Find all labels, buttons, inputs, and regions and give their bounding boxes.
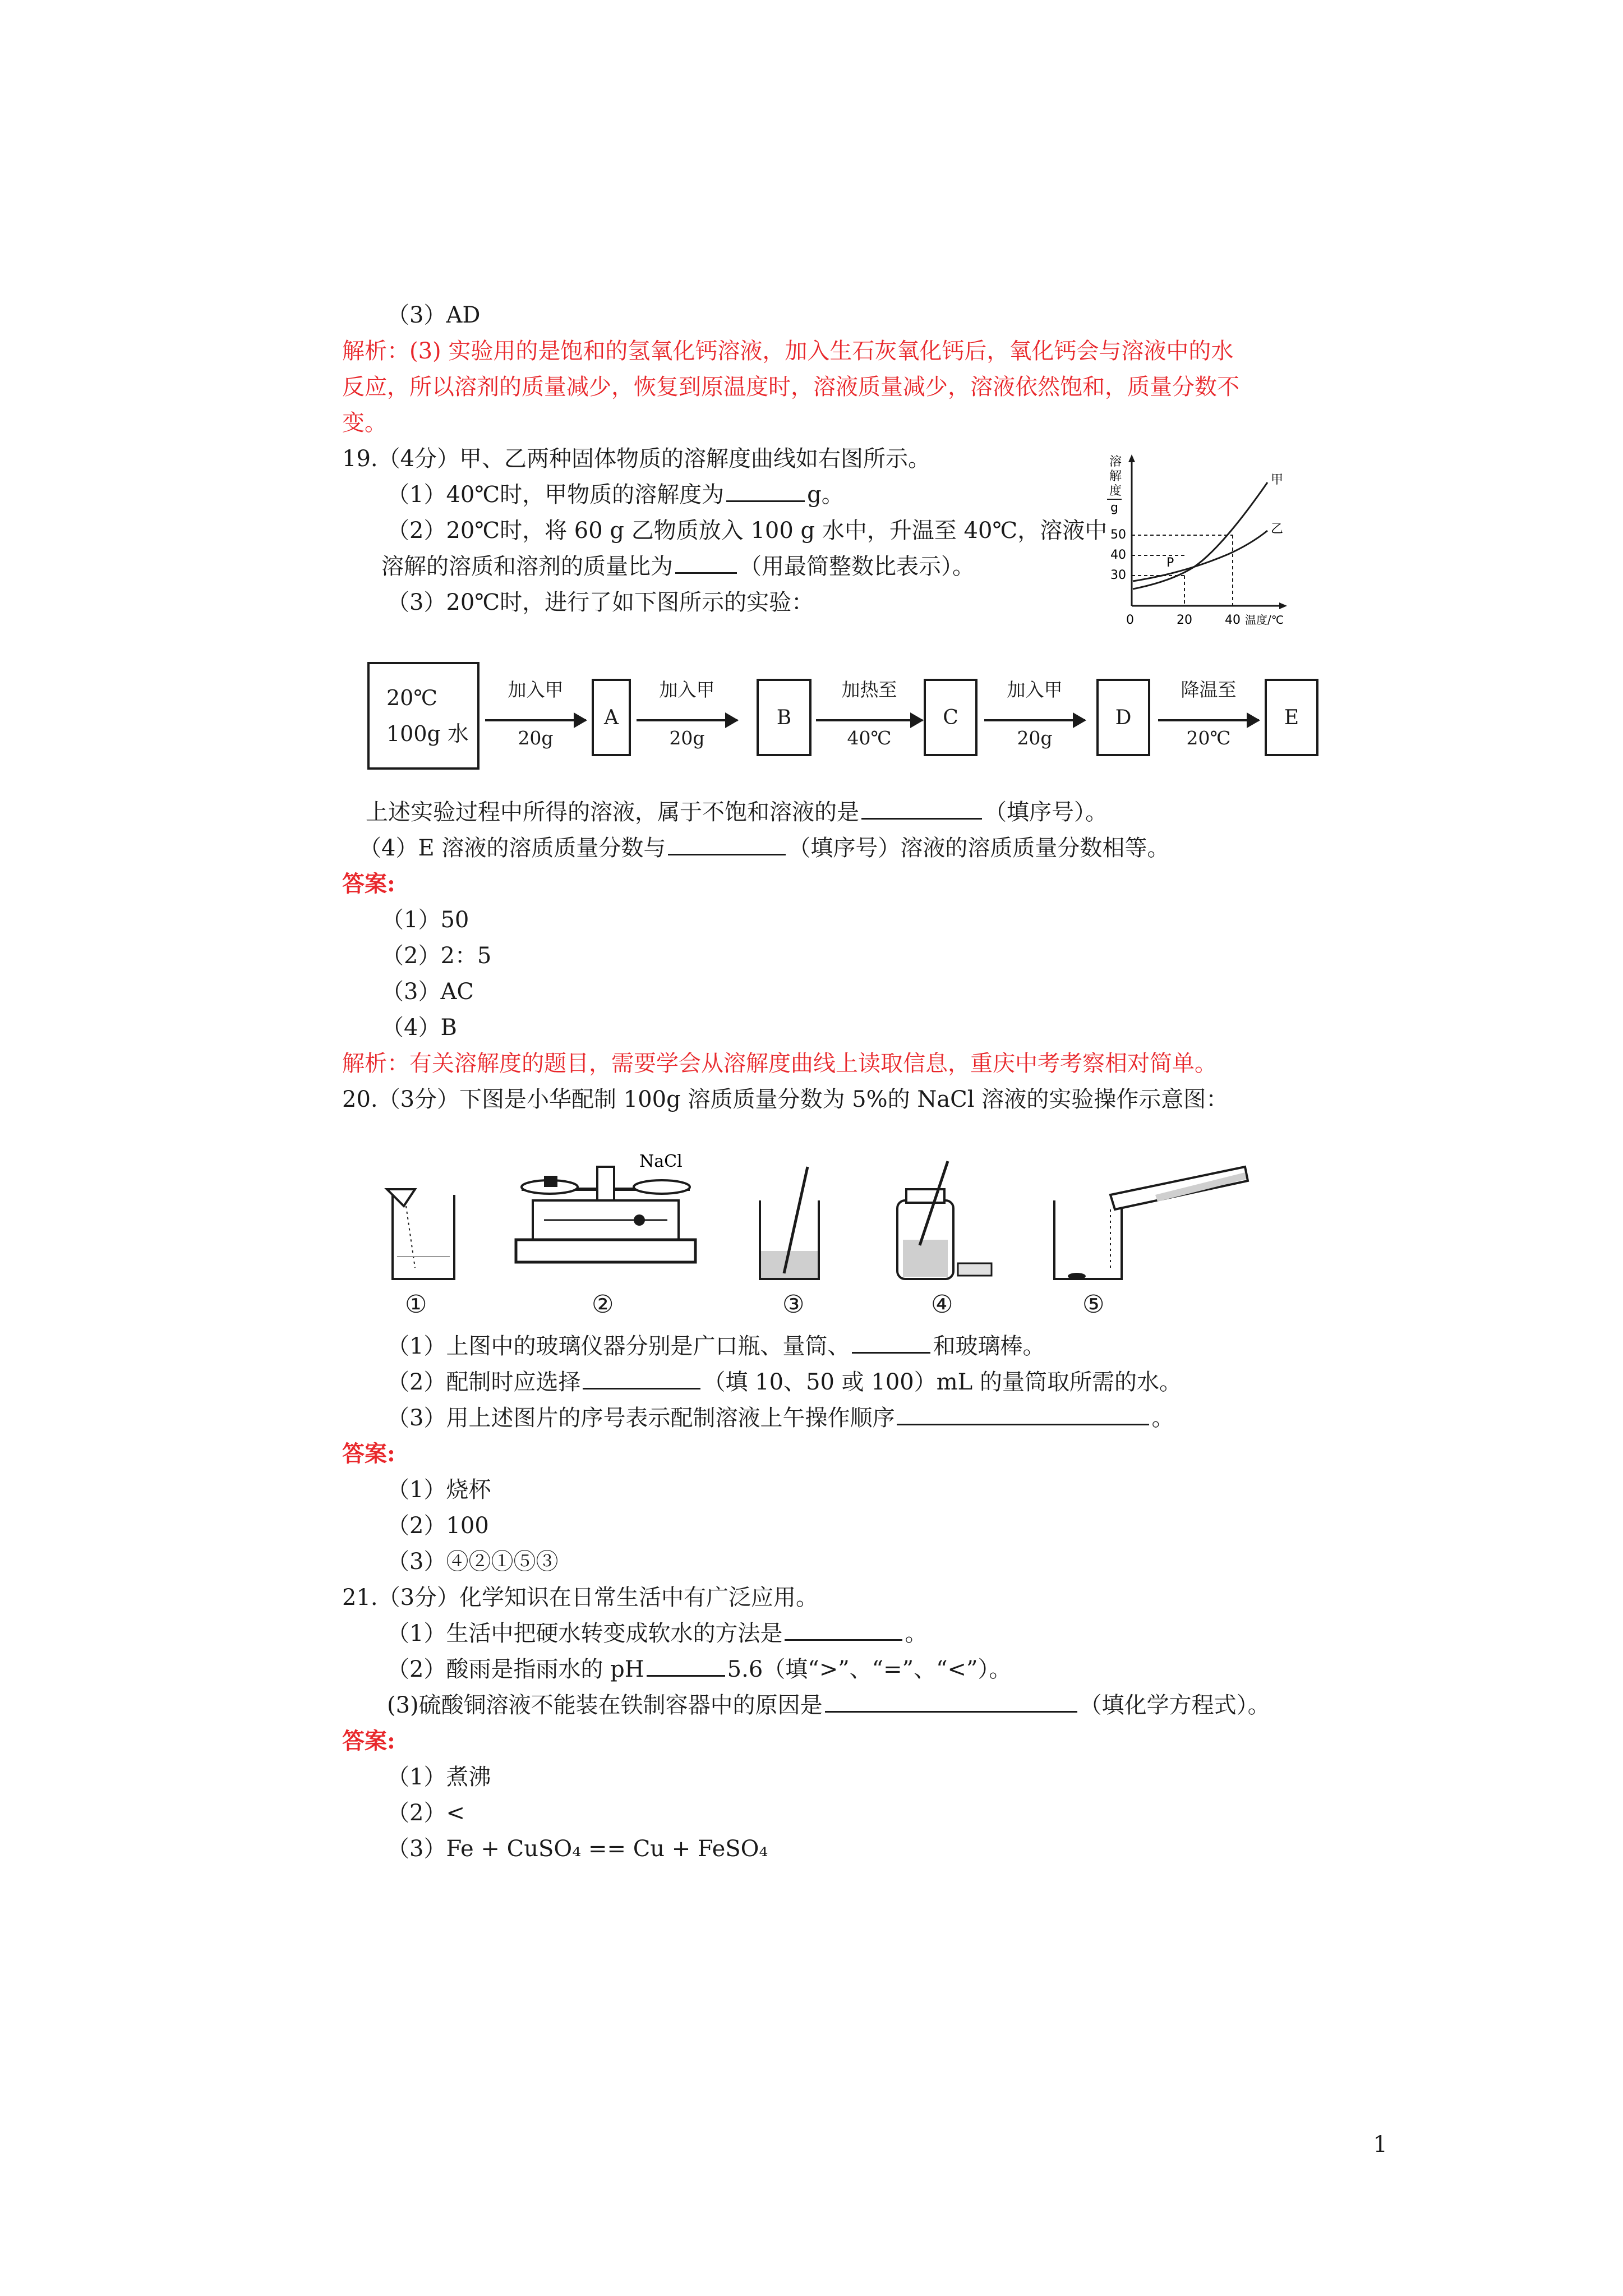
flow-start-box: 20℃ 100g 水 [367,662,479,770]
answer-blank[interactable] [726,478,805,502]
chart-ylabel-3: 度 [1109,484,1122,498]
point-p-label: P [1166,556,1174,570]
q20-part1: （1）上图中的玻璃仪器分别是广口瓶、量筒、 和玻璃棒。 [387,1329,1045,1363]
page-number: 1 [1373,2132,1387,2157]
q21-part3: (3)硫酸铜溶液不能装在铁制容器中的原因是 （填化学方程式）。 [387,1688,1270,1722]
q20-answer-1: （1）烧杯 [387,1477,491,1503]
answer-blank[interactable] [852,1329,930,1354]
chart-ytick-40: 40 [1110,548,1126,562]
figure-label-5: ⑤ [1082,1290,1105,1319]
q21-answer-3: （3）Fe + CuSO₄ == Cu + FeSO₄ [387,1836,768,1862]
chart-xlabel: 温度/℃ [1245,613,1284,627]
cylinder-pour-icon [1043,1156,1256,1285]
q20-part2: （2）配制时应选择 （填 10、50 或 100）mL 的量筒取所需的水。 [387,1365,1182,1399]
figure-label-1: ① [405,1290,427,1319]
figure-label-2: ② [592,1290,614,1319]
chart-xtick-40: 40 [1225,613,1241,627]
chart-xtick-20: 20 [1177,613,1192,627]
beaker-pour-icon [381,1172,465,1285]
q19-answer-4: （4）B [381,1015,457,1041]
q18-analysis-line1: 解析：(3) 实验用的是饱和的氢氧化钙溶液，加入生石灰氧化钙后，氧化钙会与溶液中的水 [342,338,1234,364]
flow-step-5: 降温至 20℃ [1158,675,1259,754]
q21-part2: （2）酸雨是指雨水的 pH 5.6（填“>”、“=”、“<”）。 [387,1653,1012,1686]
answer-blank[interactable] [647,1653,725,1677]
nacl-label: NaCl [639,1152,683,1171]
chart-xtick-0: 0 [1126,613,1134,627]
q19-stem: 19.（4分）甲、乙两种固体物质的溶解度曲线如右图所示。 [342,446,931,472]
flow-step-4: 加入甲 20g [984,675,1085,754]
q20-stem: 20.（3分）下图是小华配制 100g 溶质质量分数为 5%的 NaCl 溶液的实验操作示意图： [342,1087,1229,1112]
q21-stem: 21.（3分）化学知识在日常生活中有广泛应用。 [342,1585,819,1611]
chart-ylabel-1: 溶 [1109,455,1122,469]
q20-answer-3: （3）④②①⑤③ [387,1549,559,1575]
q19-after-flow: 上述实验过程中所得的溶液，属于不饱和溶液的是 （填序号）。 [366,795,1108,829]
flow-box-c: C [924,679,978,756]
q21-part1: （1）生活中把硬水转变成软水的方法是 。 [387,1617,927,1650]
q19-answer-1: （1）50 [381,907,469,933]
chart-ytick-30: 30 [1110,568,1126,582]
figure-label-3: ③ [782,1290,805,1319]
solubility-chart [1099,449,1301,634]
experiment-flow [367,662,1321,774]
answer-blank[interactable] [785,1617,902,1641]
q21-answer-label: 答案: [342,1728,395,1754]
q19-analysis: 解析：有关溶解度的题目，需要学会从溶解度曲线上读取信息，重庆中考考察相对简单。 [342,1051,1217,1076]
q19-part2-line1: （2）20℃时，将 60 g 乙物质放入 100 g 水中，升温至 40℃，溶液中 [387,518,1108,544]
flow-box-e: E [1265,679,1318,756]
q20-answer-label: 答案: [342,1441,395,1467]
curve-label-yi: 乙 [1271,522,1284,536]
figure-label-4: ④ [931,1290,953,1319]
answer-blank[interactable] [825,1688,1077,1713]
answer-blank[interactable] [675,550,737,574]
flow-step-3: 加热至 40℃ [816,675,923,754]
flow-step-1: 加入甲 20g [485,675,586,754]
q19-answer-label: 答案: [342,871,395,897]
beaker-stir-icon [751,1161,830,1285]
flow-step-2: 加入甲 20g [637,675,737,754]
q20-answer-2: （2）100 [387,1513,489,1539]
flow-box-a: A [592,679,631,756]
q18-answer-3: （3）AD [387,302,481,328]
q19-answer-2: （2）2：5 [381,943,492,969]
curve-label-jia: 甲 [1271,473,1284,487]
q20-part3: （3）用上述图片的序号表示配制溶液上午操作顺序 。 [387,1401,1174,1435]
flow-box-d: D [1096,679,1150,756]
q19-part3: （3）20℃时，进行了如下图所示的实验： [387,590,814,615]
answer-blank[interactable] [668,831,786,855]
q19-part2-line2: 溶解的溶质和溶剂的质量比为 （用最简整数比表示）。 [381,550,975,583]
answer-blank[interactable] [583,1365,700,1389]
q21-answer-2: （2）< [387,1800,465,1826]
answer-blank[interactable] [897,1401,1149,1425]
q18-analysis-line3: 变。 [342,410,387,436]
chart-ytick-50: 50 [1110,528,1126,542]
chart-ylabel-4: g [1110,501,1118,515]
flow-box-b: B [757,679,811,756]
q21-answer-1: （1）煮沸 [387,1764,491,1790]
reagent-bottle-icon [886,1156,998,1285]
q18-analysis-line2: 反应，所以溶剂的质量减少，恢复到原温度时，溶液质量减少，溶液依然饱和，质量分数不 [342,374,1239,400]
chart-ylabel-2: 解 [1109,470,1122,484]
q19-part4: （4）E 溶液的溶质质量分数与 （填序号）溶液的溶质质量分数相等。 [359,831,1169,865]
q19-part1: （1）40℃时，甲物质的溶解度为 g。 [387,478,844,512]
balance-scale-icon [510,1144,701,1285]
lab-equipment-figure [381,1144,1256,1335]
q19-answer-3: （3）AC [381,979,474,1005]
answer-blank[interactable] [861,795,982,820]
